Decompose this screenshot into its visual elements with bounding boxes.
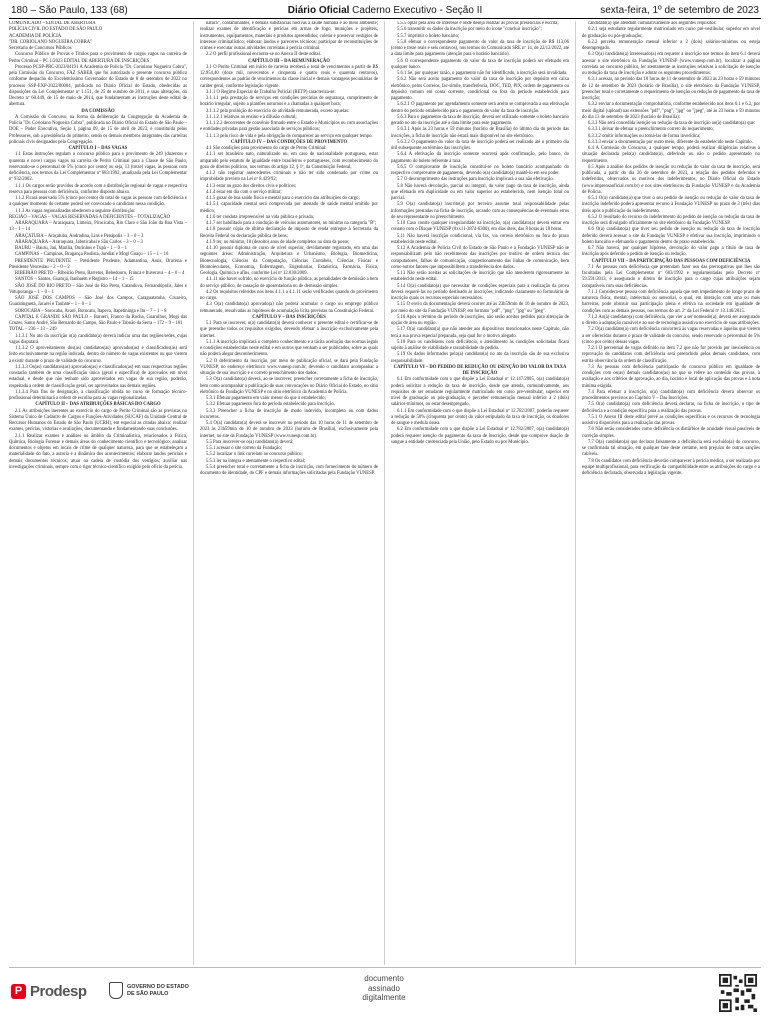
text-paragraph: 1.1.3 As vagas regionalizadas obedecem a seguinte distribuição:	[15, 208, 136, 214]
text-paragraph: 6.5.1 O(a) candidato(a) que tiver o seu pedido de isenção ou redução do valor da taxa de inscrição indeferido poderá apresentar recurso à Fundação VUNESP no prazo de 3 (três) dias úteis após a publicação do indeferimento.	[582, 196, 760, 214]
text-paragraph: 7.5 O(a) candidato(a) com deficiência deverá declarar, na ficha de inscrição, o tipo de deficiência e a condição específica para a realização das provas.	[582, 402, 760, 414]
prodesp-logo	[11, 983, 87, 1000]
text-paragraph: ARARAQUARA – Araraquara, Limeira, Piracicaba, Rio Claro e São João da Boa Vista – 13 – 1 – 14	[9, 221, 187, 233]
publication-date: sexta-feira, 1º de setembro de 2023	[600, 5, 759, 16]
text-paragraph: 5.1.1 A inscrição implicará o completo conhecimento e a tácita aceitação das normas legais e condições estabelecidas neste edital e em outros que venham a ser publicados, sobre as quais não poderá alegar desconhecimento.	[200, 339, 378, 358]
text-paragraph: 6.2.1 seja estudante regularmente matriculado em curso pré-vestibular, superior em nível de graduação ou pós-graduação;	[582, 27, 760, 39]
text-paragraph: 7.4 Para efetuar a inscrição, o(a) candidato(a) com deficiência deverá observar os procedimentos previstos no Capítulo V – Das Inscrições.	[582, 389, 760, 401]
page-number-and-issue: 180 – São Paulo, 133 (68)	[11, 5, 128, 16]
text-paragraph: 4.1.11 não haver sofrido, no exercício de função pública, as penalidades de demissão a bem do serviço público, de cassação de aposentadoria ou de demissão simples.	[200, 277, 378, 289]
text-paragraph: 5.13 Não serão aceitas as solicitações de inscrição que não atenderem rigorosamente ao estabelecido neste edital.	[391, 271, 569, 283]
text-paragraph: 6.3.3.3 enviar a documentação por outro meio, diferente do estabelecido neste Capítulo.	[588, 139, 753, 145]
text-paragraph: POLÍCIA CIVIL DO ESTADO DE SÃO PAULO	[9, 27, 103, 33]
text-paragraph: 5.14 O(a) candidato(a) que necessitar de condições especiais para a realização da prova deverá requerê-las no período destinado às inscrições, indicando claramente no formulário de inscrição quais os recursos especiais necessários.	[391, 283, 569, 301]
section-heading: CAPÍTULO I – DAS VAGAS	[68, 146, 128, 151]
text-paragraph: A Comissão do Concurso, na forma da deliberação da Congregação da Academia de Polícia "Dr. Coriolano Nogueira Cobra", publicada no Diário Oficial do Estado de São Paulo – DOE – Poder Executivo, Seção I, página 09, de 15 de abril de 2023, é constituída pelos Professores, sob a presidência do primeiro, sendo os demais membros integrantes das carreiras policiais civis designados pela Congregação.	[9, 114, 187, 145]
text-paragraph: 5.1 Para se inscrever, o(a) candidato(a) deverá conhecer o presente edital e certificar-se de que preenche todos os requisitos exigidos, devendo efetuar a inscrição exclusivamente pela internet.	[200, 321, 378, 339]
text-paragraph: 5.3.2 Efetuar pagamento fora do período estabelecido para inscrição.	[206, 402, 335, 408]
text-paragraph: 5.15 O envio da documentação deverá ocorrer até às 23h59min de 10 de outubro de 2023, por meio do site da Fundação VUNESP, em formato "pdf", "png", "jpg" ou "jpeg".	[391, 302, 569, 314]
text-paragraph: 1.1 Estas instruções regulam o concurso público para o provimento de 249 (duzentos e quarenta e nove) cargos vagos na carreira de Perito Criminal para a Classe de São Paulo, reservando-se o percentual de 5% (cinco por cento) ou seja, 13 (treze) vagas, às pessoas com deficiência, nos termos da Lei Complementar nº 683/1992, atualizada pela Lei Complementar nº 932/2002.	[9, 152, 187, 183]
text-paragraph: 4.1.1 ser brasileiro nato, naturalizado ou, em caso de nacionalidade portuguesa, estar amparado pelo estatuto de igualdade entre brasileiros e portugueses, com reconhecimento do gozo de direitos políticos, nos termos do artigo 12, § 1º, da Constituição Federal;	[200, 152, 378, 170]
text-paragraph: 5.5.3 ler na íntegra e atentamente o respectivo edital;	[206, 458, 306, 464]
text-paragraph: 7.2.1 O percentual de vagas definido no item 7.2 que não for provido por inexistência ou reprovação de candidatos com deficiência será preenchido pelos demais candidatos, com estrita observância da ordem de classificação.	[582, 346, 760, 364]
text-paragraph: 3.1 O Perito Criminal em início de carreira receberá o total de vencimentos a partir de R$ 12.954,40 (doze mil, novecentos e cinquenta e quatro reais e quarenta centavos), correspondentes ao padrão de vencimentos da classe inicial e demais vantagens pecuniárias de caráter geral, conforme legislação vigente.	[200, 64, 378, 89]
text-paragraph: Secretaria de Concursos Públicos	[9, 46, 72, 51]
text-paragraph: 5.12 A Academia de Polícia Civil do Estado de São Paulo e a Fundação VUNESP não se responsabilizam pelo não recebimento das inscrições por motivo de ordem técnica dos computadores, falhas de comunicação, congestionamento das linhas de comunicação, bem como outros fatores que impossibilitem a transferência dos dados.	[391, 246, 569, 270]
text-paragraph: 6.6 O(a) candidato(a) que tiver seu pedido de isenção ou redução da taxa de inscrição deferido deverá acessar o site da Fundação VUNESP e efetivar sua inscrição, imprimindo o boleto bancário e efetuando o pagamento dentro do prazo estabelecido.	[582, 227, 760, 245]
text-paragraph: 6.3.3.2 omitir informações ou torná-las de forma inverídica;	[588, 133, 701, 139]
text-paragraph: 4.1.3 estar no gozo dos direitos civis e políticos;	[206, 183, 297, 189]
text-paragraph: 5.6.5 O comprovante de inscrição constitui-se no boleto bancário acompanhado do respectivo comprovante de pagamento, devendo o(a) candidato(a) mantê-lo em seu poder.	[391, 164, 569, 176]
header-rule	[9, 18, 761, 19]
text-paragraph: 5.6.4 A efetivação da inscrição somente ocorrerá após confirmação, pelo banco, do pagamento do boleto referente à taxa.	[391, 152, 569, 164]
text-paragraph: 6.5 Após a análise dos pedidos de isenção ou redução do valor da taxa de inscrição, será publicada, a partir do dia 26 de setembro de 2023, a relação dos pedidos deferidos e indeferidos, observados os motivos dos indeferimentos, no Diário Oficial do Estado (www.imprensaoficial.com.br) e nos sites eletrônicos da Fundação VUNESP e da Academia de Polícia.	[582, 164, 760, 195]
text-paragraph: 4.2 Os requisitos referidos nos itens 4.1.1 a 4.1.11 serão verificados quando do provimento no cargo.	[200, 289, 378, 301]
text-paragraph: 4.1.2 não registrar antecedentes criminais e não ter sido condenado por crime ou improbidade previsto na Lei nº 8.429/92;	[200, 171, 378, 183]
text-paragraph: 7.6 Não serão considerados como deficiência os distúrbios de acuidade visual passíveis de correção simples.	[582, 427, 760, 439]
text-paragraph: 6.2.2 perceba remuneração mensal inferior a 2 (dois) salários-mínimos ou esteja desempregado.	[582, 39, 760, 51]
text-paragraph: SÃO JOSÉ DO RIO PRETO – São José do Rio Preto, Catanduva, Fernandópolis, Jales e Votuporanga – 1 – 0 – 1	[9, 283, 187, 295]
section-heading: CAPÍTULO V – DAS INSCRIÇÕES	[252, 314, 326, 320]
text-paragraph: 6.3.1 acessar, no período das 10 horas de 11 de setembro de 2023 às 23 horas e 59 minutos de 12 de setembro de 2023 (horário de Brasília), o site eletrônico da Fundação VUNESP, preencher total e corretamente o requerimento de isenção ou redução de pagamento da taxa de inscrição;	[582, 77, 760, 101]
text-paragraph: 3.1.1.3 pelo risco de vida e pela obrigação de comparecer ao serviço em qualquer tempo.	[206, 133, 373, 139]
publication-name: Diário Oficial	[287, 5, 350, 16]
section-heading: CAPÍTULO VI – DO PEDIDO DE REDUÇÃO OU ISENÇÃO DO VALOR DA TAXA DE INSCRIÇÃO	[393, 364, 567, 376]
text-paragraph: 2.2 O perfil profissional encontra-se no Anexo II deste edital.	[206, 52, 321, 58]
state-crest-icon	[109, 982, 123, 999]
text-paragraph: 5.10 Caso conste qualquer irregularidade na inscrição, o(a) candidato(a) deverá entrar em contato com o Disque VUNESP (0xx11-3874-6300), em dias úteis, das 8 horas às 18 horas.	[391, 221, 569, 233]
text-paragraph: 7.5.1 O Anexo III deste edital prevê as condições específicas e os recursos de tecnologia assistiva disponíveis para a realização das provas.	[582, 414, 760, 426]
text-paragraph: 5.2 O deferimento da inscrição, por meio de publicação oficial, se dará pela Fundação VUNESP, no endereço eletrônico www.vunesp.com.br, devendo o candidato acompanhar a situação de sua inscrição e o correto preenchimento dos dados.	[200, 358, 378, 376]
text-paragraph: 4.1.5.1 capacidade mental será comprovada por atestado de saúde mental emitido por médico;	[200, 202, 378, 214]
text-paragraph: 5.5.6 transmitir os dados da inscrição por meio do ícone "concluir inscrição";	[397, 27, 542, 33]
section-heading: CAPÍTULO VII – DA PARTICIPAÇÃO DAS PESSOAS COM DEFICIÊNCIA	[591, 258, 751, 264]
text-paragraph: 4.1 São condições para provimento do cargo de Perito Criminal:	[206, 146, 327, 151]
text-paragraph: 7.8 Os candidatos com deficiência deverão comparecer à perícia médica, a ser realizada por equipe multiprofissional, para verificação da compatibilidade entre as atribuições do cargo e a deficiência declarada, observada a legislação vigente.	[582, 458, 760, 476]
text-paragraph: candidato(a) que atendam cumulativamente aos seguintes requisitos:	[588, 21, 717, 26]
text-paragraph: 6.7 Não haverá, por qualquer hipótese, devolução do valor pago a título de taxa de inscrição após deferido o pedido de isenção ou redução.	[582, 246, 760, 258]
text-paragraph: 1.1.2 Ficará reservado 5% (cinco por cento) do total de vagas às pessoas com deficiência e a qualquer momento do certame poderá ser convocado o candidato nessa condição.	[9, 196, 187, 208]
text-paragraph: 5.11 Não haverá inscrição condicional, via fax, via correio eletrônico ou fora do prazo estabelecido neste edital.	[391, 233, 569, 245]
text-paragraph: 5.3.3 Preencher a ficha de inscrição de modo indevido, incompleto ou com dados incorretos.	[200, 408, 378, 420]
text-paragraph: 5.6.2.1 O pagamento por agendamento somente será aceito se comprovada a sua efetivação dentro do período estabelecido para o pagamento do valor da taxa de inscrição.	[391, 102, 569, 114]
text-column-3	[391, 21, 569, 965]
text-paragraph: 5.18 Para os candidatos com deficiência, o atendimento às condições solicitadas ficará sujeito à análise de viabilidade e razoabilidade do pedido.	[391, 339, 569, 351]
text-paragraph: 1.1.3.1 No ato da inscrição o(a) candidato(a) deverá indicar uma das regiões/sedes, cujas vagas disputará.	[9, 333, 187, 345]
text-paragraph: 6.1.1 Em conformidade com o que dispõe a Lei Estadual nº 12.782/2007, poderão requerer a redução de 50% (cinquenta por cento) do valor estipulado da taxa de inscrição, os doadores de sangue e medula óssea.	[391, 408, 569, 426]
text-paragraph: 5.6.1 Se, por qualquer razão, o pagamento não for identificado, a inscrição será invalidada.	[397, 71, 568, 76]
text-paragraph: 5.5.4 preencher total e corretamente a ficha de inscrição, com fornecimento do número de documento de identidade, do CPF e demais informações solicitadas pela Fundação VUNESP.	[200, 464, 378, 476]
text-column-4	[582, 21, 760, 965]
text-paragraph: 5.5.2 localizar o link correlato ao concurso público;	[206, 452, 303, 458]
text-paragraph: REGIÃO – VAGAS – VAGAS RESERVADAS A DEFICIENTES – TOTALIZAÇÃO	[9, 214, 171, 220]
text-paragraph: 5.17 O(a) candidato(a) que não atender aos dispositivos mencionados neste Capítulo, não terá a sua prova especial preparada, seja qual for o motivo alegado.	[391, 327, 569, 339]
text-paragraph: 4.1.4 estar em dia com o serviço militar;	[206, 189, 282, 195]
text-paragraph: 5.6.3 Para o pagamento da taxa de inscrição, deverá ser utilizado somente o boleto bancário gerado no ato da inscrição até a data limite para esse pagamento.	[391, 114, 569, 126]
text-paragraph: 6.2 Em conformidade com o que dispõe a Lei Estadual nº 12.782/2007, o(a) candidato(a) poderá requerer isenção do pagamento da taxa de inscrição, desde que comprove doação de sangue a entidade credenciada pela União, pelo Estado ou por Município.	[391, 427, 569, 445]
text-paragraph: 5.3.1 Efetuar pagamento em valor menor do que o estabelecido;	[206, 396, 326, 401]
column-divider	[193, 21, 194, 965]
text-column-1	[9, 21, 187, 965]
text-paragraph: 1.1.3.4 Para fins de designação, a classificação obtida no curso de formação técnico-profissional determinará a ordem de escolha para as vagas regionalizadas.	[9, 389, 187, 401]
section-heading: CAPÍTULO IV – DAS CONDIÇÕES DE PROVIMENTO	[230, 139, 348, 145]
text-paragraph: 4.1.9 ter, no mínimo, 18 (dezoito) anos de idade completos na data da posse;	[206, 239, 350, 245]
page-footer	[9, 967, 761, 1018]
text-paragraph: natura", contaminantes, e demais substâncias nocivas à saúde humana e ao meio ambiente; realizar exames de identificação e perícias em armas de fogo, munições e projéteis, instrumentos, equipamentos, materiais e produtos apreendidos; coletar e preservar vestígios de interesse criminalístico; elaborar laudos e pareceres técnicos; participar de reconstituições de crimes e executar outras atividades correlatas à perícia criminal.	[200, 21, 378, 51]
text-paragraph: SANTOS – Santos, Guarujá, Itanhaém e Registro – 14 – 1 – 15	[15, 277, 134, 283]
text-paragraph: ARARAQUARA – Araraquara, Jaboticabal e São Carlos – 3 – 0 – 3	[15, 239, 143, 245]
text-paragraph: 5.5.1 acessar o site correto da Fundação;	[206, 446, 283, 451]
text-paragraph: Processo PCSP-PRC-2023/04191 A Academia de Polícia "Dr. Coriolano Nogueira Cobra", pela Comissão do Concurso, FAZ SABER que foi autorizado o presente concurso público conforme despacho do Excelentíssimo Governador do Estado de 8 de setembro de 2022 no processo SSP-EXP-2022/00004, publicado no Diário Oficial do Estado, obedecidas as disposições da Lei Complementar nº 1.151, de 25 de outubro de 2011, e suas alterações, do Decreto nº 60.449, de 15 de maio de 2014, que fundamentam as instruções deste edital de abertura.	[9, 64, 187, 108]
text-paragraph: ACADEMIA DE POLÍCIA	[9, 33, 62, 39]
text-paragraph: 5.9 O(a) candidato(a) inscrito(a) por terceiro assume total responsabilidade pelas informações prestadas na ficha de inscrição, arcando com as consequências de eventuais erros de seu representante no preenchimento.	[391, 202, 569, 220]
text-paragraph: SÃO JOSÉ DOS CAMPOS – São José dos Campos, Caraguatatuba, Cruzeiro, Guaratinguetá, Jacareí e Taubaté – 1 – 0 – 1	[9, 296, 187, 308]
text-paragraph: 7.1 Às pessoas com deficiência que pretendam fazer uso das prerrogativas que lhes são facultadas pela Lei Complementar nº 683/1992 e regulamentadas pelo Decreto nº 59.591/2013, é assegurado o direito de inscrição para o cargo cujas atribuições sejam compatíveis com suas deficiências.	[582, 264, 760, 289]
qr-code-icon[interactable]	[719, 974, 757, 1012]
text-paragraph: ARAÇATUBA – Araçatuba, Andradina, Lins e Penápolis – 3 – 0 – 3	[15, 233, 144, 239]
text-paragraph: 5.6.3.2 O pagamento do valor da taxa de inscrição poderá ser realizado até o primeiro dia útil subsequente ao término das inscrições.	[391, 139, 569, 151]
text-paragraph: 7.2 O(a) candidato(a) com deficiência concorrerá às vagas reservadas e àquelas que vierem a ser oferecidas durante o prazo de validade do concurso, sendo reservado o percentual de 5% (cinco por cento) dessas vagas.	[582, 327, 760, 345]
text-paragraph: TOTAL – 236 – 13 – 249	[9, 327, 57, 333]
text-paragraph: 5.6.3.1 Após às 23 horas e 59 minutos (horário de Brasília) do último dia do período das inscrições, a ficha de inscrição não estará mais disponível no site eletrônico.	[391, 127, 569, 139]
column-divider	[384, 21, 385, 965]
text-paragraph: 4.1.5 gozar de boa saúde física e mental para o exercício das atribuições do cargo;	[206, 196, 360, 201]
text-paragraph: 4.1.6 ter conduta irrepreensível na vida pública e privada;	[206, 214, 315, 220]
text-paragraph: 6.4 A Comissão do Concurso, a qualquer tempo, poderá realizar diligências relativas à situação declarada pelo(a) candidato(a), deferindo ou não o pedido apresentado no requerimento.	[582, 146, 760, 164]
text-paragraph: 7.1.2 Ao(à) candidato(a) com deficiência, que vier a ser nomeado(a), deverá ser assegurado o direito à adaptação razoável e ao uso de tecnologia assistiva no exercício de suas atribuições.	[582, 314, 760, 326]
text-paragraph: 1.1.3.3 Os(as) candidatos(as) aprovados(as) e classificados(as) em suas respectivas regiões constarão também de uma classificação única (geral e específica) de aprovados em nível estadual, e desde que não tenham sido aproveitados em vagas de sua região, poderão, respeitada a ordem de classificação geral, ser aproveitados nas demais regiões.	[9, 364, 187, 389]
text-paragraph: SOROCABA – Sorocaba, Avaré, Botucatu, Itapeva, Itapetininga e Itu – 7 – 1 – 8	[15, 308, 167, 314]
text-paragraph: 3.1.1 O Regime Especial de Trabalho Policial (RETP) caracteriza-se:	[206, 89, 336, 95]
text-paragraph: 3.1.1.1 pela prestação de serviços em condições precárias de segurança, cumprimento de horário irregular, sujeito a plantões noturnos e a chamadas a qualquer hora;	[200, 96, 378, 108]
text-paragraph: 3.1.1.2.2 decorrentes de convênio firmado entre o Estado e Municípios ou com associações e entidades privadas para gestão associada de serviços públicos;	[200, 121, 378, 133]
text-paragraph: 6.1 Em conformidade com o que dispõe a Lei Estadual nº 12.147/2005, o(a) candidato(a) poderá solicitar a redução da taxa de inscrição, desde que atenda, cumulativamente, aos requisitos de ser estudante regularmente matriculado em curso pré-vestibular, superior em nível de graduação ou pós-graduação, e perceber remuneração mensal inferior a 2 (dois) salários-mínimos, ou estar desempregado.	[391, 377, 569, 408]
text-paragraph: 6.3.3 Não será concedida isenção ou redução da taxa de inscrição ao(à) candidato(a) que:	[588, 121, 756, 126]
section-heading: DA COMISSÃO	[81, 108, 115, 114]
text-paragraph: 5.19 Os dados informados pelo(a) candidato(a) no ato da inscrição são de sua exclusiva responsabilidade.	[391, 352, 569, 364]
section-heading: CAPÍTULO III – DA REMUNERAÇÃO	[248, 58, 330, 64]
text-paragraph: BAURU – Bauru, Jaú, Marília, Ourinhos e Tupã – 1 – 0 – 1	[15, 246, 127, 251]
digital-signature-stamp	[349, 974, 419, 1003]
text-paragraph: 5.5.7 imprimir o boleto bancário;	[397, 33, 460, 39]
text-paragraph: 3.1.1.2.1 relativas ao ensino e à difusão cultural;	[206, 114, 297, 120]
text-paragraph: "DR. CORIOLANO NOGUEIRA COBRA"	[9, 39, 92, 45]
text-paragraph: 6.5.2 O resultado do recurso do indeferimento do pedido de isenção ou redução da taxa de inscrição será divulgado oficialmente no site eletrônico da Fundação VUNESP.	[582, 214, 760, 226]
government-logo	[109, 982, 189, 999]
text-paragraph: 4.1.10 possuir diploma de curso de nível superior, devidamente registrado, em uma das seguintes áreas: Administração, Arquitetura e Urbanismo, Biologia, Biomedicina, Biotecnologia, Ciências da Computação, Ciências Contábeis, Ciências Físicas e Biomoleculares, Economia, Enfermagem, Engenharias, Estatística, Farmácia, Física, Geologia, Química e afins, conforme Lei nº 12.030/2009.	[200, 246, 378, 276]
section-name: Caderno Executivo - Seção II	[349, 5, 483, 16]
text-paragraph: Concurso Público de Provas e Títulos para o provimento de cargos vagos na carreira de Perito Criminal – PC 1/2023 EDITAL DE ABERTURA DE INSCRIÇÕES	[9, 52, 187, 64]
text-paragraph: 2.1 As atribuições inerentes ao exercício do cargo de Perito Criminal são as previstas no Sistema Único de Cadastro de Cargos e Funções-Atividades (SUCAF) da Unidade Central de Recursos Humanos do Estado de São Paulo (UCRH), em especial as citadas abaixo: realizar exames, perícias, vistorias e avaliações, documentando e fundamentando suas conclusões.	[9, 408, 187, 433]
text-paragraph: CAPITAL E GRANDE SÃO PAULO – Barueri, Franco da Rocha, Guarulhos, Mogi das Cruzes, Santo André, São Bernardo do Campo, São Paulo e Taboão da Serra – 172 – 9 – 181	[9, 314, 187, 326]
government-logo-text	[127, 984, 189, 997]
signature-stamp-line: documento	[364, 974, 404, 983]
section-heading: CAPÍTULO II – DAS ATRIBUIÇÕES BÁSICAS DO CARGO	[35, 402, 161, 408]
text-paragraph: CAMPINAS – Campinas, Bragança Paulista, Jundiaí e Mogi Guaçu – 15 – 1 – 16	[15, 252, 169, 258]
text-paragraph: 4.1.8 possuir cópia de última declaração de imposto de renda entregue à Secretaria da Receita Federal ou declaração pública de bens;	[200, 227, 378, 239]
signature-stamp-line: digitalmente	[362, 993, 406, 1002]
text-paragraph: 5.6.2 Não será aceito pagamento do valor da taxa de inscrição por depósito em caixa eletrônico, pelos Correios, fac-símile, transferência, DOC, TED, PIX, ordem de pagamento ou depósito comum em conta corrente, condicional ou fora do período estabelecido para pagamento.	[391, 77, 569, 101]
text-paragraph: 7.7 O(a) candidato(a) que declarar falsamente a deficiência será excluído(a) do concurso, se confirmada tal situação, em qualquer fase deste certame, sem prejuízo de outras sanções cabíveis.	[582, 439, 760, 458]
government-logo-line: DE SÃO PAULO	[127, 990, 169, 997]
text-paragraph: RIBEIRÃO PRETO – Ribeirão Preto, Barretos, Bebedouro, Franca e Ituverava – 4 – 0 – 4	[15, 271, 185, 276]
text-paragraph: 5.3 O(a) candidato(a) deverá, ao se inscrever, preencher corretamente a ficha de inscrição, bem como acompanhar a publicação de suas convocações no Diário Oficial do Estado, no sítio eletrônico da Fundação VUNESP e no sítio eletrônico da Academia de Polícia.	[200, 377, 378, 395]
text-paragraph: 6.3.2 enviar a documentação comprobatória, conforme estabelecido nos itens 6.1 e 6.2, por meio digital (upload) nas extensões "pdf", "png", "jpg" ou "jpeg", até às 23 horas e 59 minutos do dia 13 de setembro de 2023 (horário de Brasília);	[582, 102, 760, 120]
page-header	[9, 2, 761, 18]
text-paragraph: 4.3 O(a) candidato(a) aprovado(a) não poderá acumular o cargo ou emprego público remunerado, ressalvadas as hipóteses de acumulação lícita previstas na Constituição Federal.	[200, 302, 378, 314]
text-paragraph: 3.1.1.2 pela proibição do exercício de atividade remunerada, exceto aquelas:	[206, 108, 350, 114]
text-paragraph: 1.1.3.2 O aproveitamento dos(as) candidatos(as) aprovados(as) e classificados(as) será feito exclusivamente na região indicada, dentro do número de vagas existentes ou que vierem a existir durante o prazo de validade do concurso.	[9, 346, 187, 364]
text-paragraph: 5.6 O correspondente pagamento do valor da taxa de inscrição poderá ser efetuado em qualquer banco.	[391, 58, 569, 70]
text-paragraph: 6.3.3.1 deixar de efetuar o preenchimento correto do requerimento;	[588, 127, 714, 133]
text-paragraph: 2.1.1 Realizar exames e análises no âmbito da Criminalística, relacionados à Física, Química, Biologia Forense e demais áreas do conhecimento científico e tecnológico; analisar documentos e objetos em locais de crime de qualquer natureza, para que se estabeleçam a materialidade do fato, a autoria e a dinâmica dos acontecimentos; elaborar laudos periciais e demais documentos técnicos; atuar na cadeia de custódia dos vestígios; auxiliar nas investigações criminais, sempre com o rigor técnico-científico exigido pelo ofício da perícia.	[9, 433, 187, 470]
prodesp-logo-text: Prodesp	[30, 983, 87, 1000]
text-paragraph: 4.1.7 ser habilitado para a condução de veículos automotores, no mínimo na categoria "B";	[206, 221, 377, 226]
text-paragraph: COMUNICADO – EDITAL DE ABERTURA	[9, 21, 96, 26]
text-column-2	[200, 21, 378, 965]
prodesp-logo-icon: P	[11, 984, 26, 999]
government-logo-line: GOVERNO DO ESTADO	[127, 984, 189, 990]
text-paragraph: 7.1.1 Considera-se pessoa com deficiência aquela que tem impedimento de longo prazo de natureza física, mental, intelectual ou sensorial, o qual, em interação com uma ou mais barreiras, pode obstruir sua participação plena e efetiva na sociedade em igualdade de condições com as demais pessoas, nos termos do art. 2º da Lei Federal nº 13.146/2015.	[582, 289, 760, 314]
text-paragraph: 5.5.5 optar pela área de interesse e onde deseja realizar as provas presenciais e escrita;	[397, 21, 559, 26]
signature-stamp-line: assinado	[367, 983, 401, 993]
text-paragraph: 5.7 O descumprimento das instruções para inscrição implicará a sua não efetivação.	[397, 177, 554, 183]
text-paragraph: 5.5.8 efetuar o correspondente pagamento do valor da taxa de inscrição de R$ 113,06 (cento e treze reais e seis centavos), nos termos do Comunicado SRE nº 14, de 22/12/2022, até a data limite para pagamento (atenção para o horário bancário).	[391, 39, 569, 58]
text-paragraph: 5.4 O(a) candidato(a) deverá se inscrever no período das 10 horas de 11 de setembro de 2023 às 23h59min de 10 de outubro de 2023 (horário de Brasília), exclusivamente pela internet, no site da Fundação VUNESP (www.vunesp.com.br).	[200, 421, 378, 439]
column-divider	[575, 21, 576, 965]
text-paragraph: 1.1.1 Os cargos serão providos de acordo com a distribuição regional de vagas e respectiva reserva para pessoas com deficiência, conforme disposto abaixo.	[9, 183, 187, 195]
text-paragraph: 5.8 Não haverá devolução, parcial ou integral, do valor pago da taxa de inscrição, ainda que efetuado em duplicidade ou em valor superior ao estabelecido, nem isenção total ou parcial.	[391, 183, 569, 201]
text-paragraph: 5.16 Após o término do período de inscrições, não serão aceitos pedidos para alteração de opção de área ou região.	[391, 314, 569, 326]
text-paragraph: PRESIDENTE PRUDENTE – Presidente Prudente, Adamantina, Assis, Dracena e Presidente Venceslau – 2 – 0 – 2	[9, 258, 187, 270]
text-paragraph: 5.5 Para inscrever-se o(a) candidato(a) deverá:	[206, 439, 294, 445]
text-paragraph: 6.3 O(a) candidato(a) interessado(a) em requerer a inscrição nos termos do item 6.1 deverá acessar o site eletrônico da Fundação VUNESP (www.vunesp.com.br), localizar a página correlata ao concurso público, ler atentamente as instruções relativas à solicitação de isenção ou redução da taxa de inscrição e adotar os seguintes procedimentos:	[582, 52, 760, 76]
text-paragraph: 7.3 Às pessoas com deficiência participarão do concurso público em igualdade de condições com os(as) demais candidatos(as) no que se refere ao conteúdo das provas, à avaliação e aos critérios de aprovação, ao dia, horário e local de aplicação das provas e à nota mínima exigida.	[582, 364, 760, 389]
